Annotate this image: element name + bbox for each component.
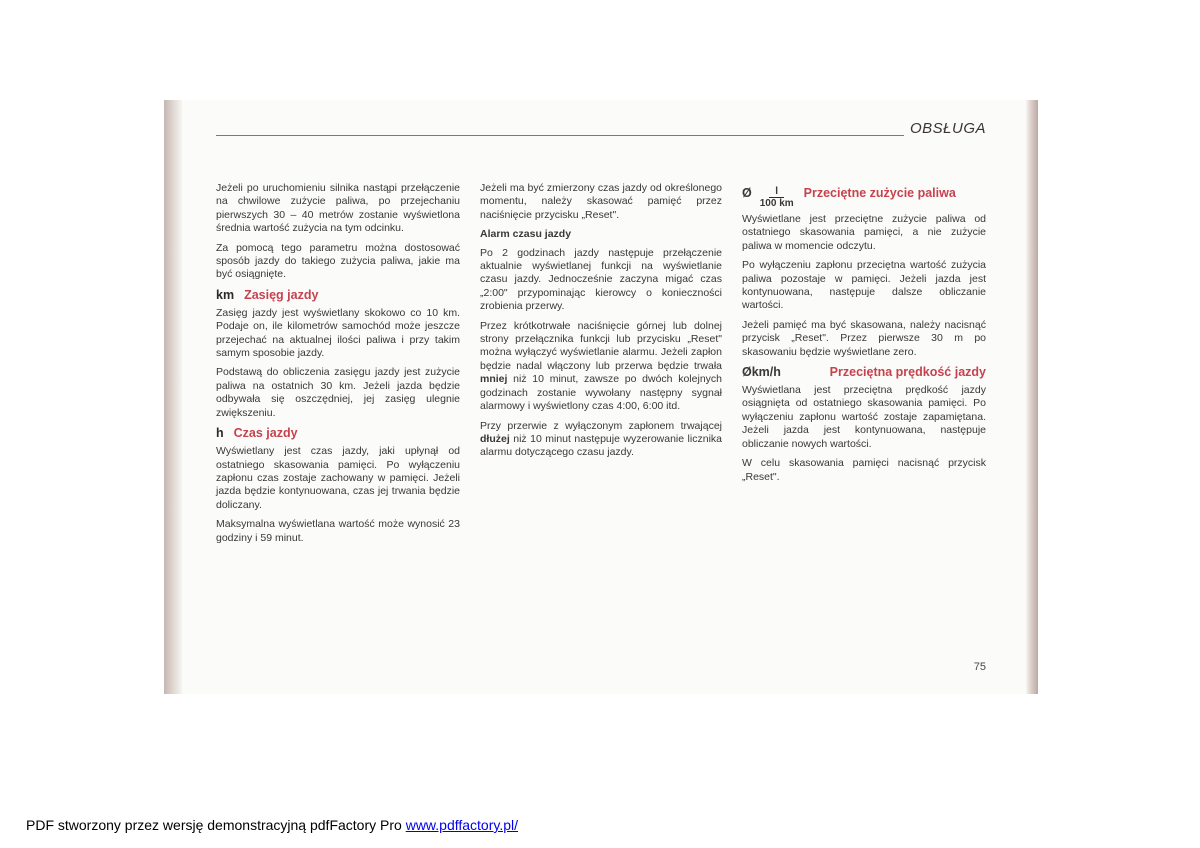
page-edge-left	[164, 100, 182, 694]
section-title: OBSŁUGA	[909, 120, 986, 137]
paragraph: Maksymalna wyświetlana wartość może wynosić 23 godziny i 59 minut.	[216, 518, 460, 544]
text-run: Przez krótkotrwałe naciśnięcie górnej lub dolnej strony przełącznika funkcji lub przycisku „Reset" można wyłączyć wyświetlanie alarmu. Jeżeli zapłon będzie nadal włączony lub przerwa będzie trwała	[480, 319, 722, 372]
footer-link[interactable]: www.pdffactory.pl/	[405, 817, 519, 833]
text-run: Przy przerwie z wyłączonym zapłonem trwającej	[480, 419, 722, 432]
fuel-unit	[760, 186, 794, 209]
paragraph	[480, 320, 722, 414]
page-number: 75	[973, 661, 986, 673]
paragraph: Wyświetlane jest przeciętne zużycie paliwa od ostatniego skasowania pamięci, a nie zużycie paliwa w momencie odczytu.	[742, 213, 986, 252]
paragraph	[480, 420, 722, 460]
fuel-unit-numerator: l	[769, 186, 784, 198]
paragraph: Po 2 godzinach jazdy następuje przełączenie aktualnie wyświetlanej funkcji na wyświetlanie czasu jazdy. Jednocześnie zaczyna migać czas „2:00" przypominając kierowcy o konieczności zrobienia przerwy.	[480, 246, 722, 313]
speed-title: Przeciętna prędkość jazdy	[829, 365, 986, 380]
paragraph: Zasięg jazdy jest wyświetlany skokowo co 10 km. Podaje on, ile kilometrów samochód może jeszcze przejechać na aktualnej ilości paliwa i przy takim samym sposobie jazdy.	[216, 306, 460, 360]
page-edge-right	[1026, 100, 1038, 694]
bold-run: mniej	[480, 373, 508, 386]
column-1	[216, 182, 460, 551]
text-run: niż 10 minut następuje wyzerowanie licznika alarmu dotyczącego czasu jazdy.	[480, 432, 722, 459]
time-title: Czas jazdy	[233, 426, 298, 441]
paragraph: Podstawą do obliczenia zasięgu jazdy jest zużycie paliwa na ostatnich 30 km. Jeżeli jazda będzie odbywała się oszczędniej, jej zasięg ulegnie zwiększeniu.	[216, 366, 460, 419]
paragraph: Wyświetlany jest czas jazdy, jaki upłynął od ostatniego skasowania pamięci. Po wyłączeniu zapłonu czas zostaje zachowany w pamięci. Jeżeli jazda będzie kontynuowana, czas jej trwania będzie doliczany.	[216, 445, 460, 511]
paragraph: Jeżeli pamięć ma być skasowana, należy nacisnąć przycisk „Reset". Przez pierwsze 30 m po skasowaniu będzie wyświetlane zero.	[742, 318, 986, 358]
paragraph: Jeżeli ma być zmierzony czas jazdy od określonego momentu, należy skasować pamięć przez naciśnięcie przycisku „Reset".	[480, 182, 722, 221]
footer-text: PDF stworzony przez wersję demonstracyjną pdfFactory Pro	[26, 817, 406, 833]
column-2	[480, 182, 722, 466]
paragraph: Za pomocą tego parametru można dostosować sposób jazdy do takiego zużycia paliwa, jakie ma być osiągnięte.	[216, 241, 460, 281]
speed-heading	[742, 365, 986, 380]
fuel-heading	[742, 186, 986, 209]
manual-page	[164, 100, 1038, 694]
range-symbol: km	[216, 287, 235, 302]
range-heading	[216, 288, 460, 303]
range-title: Zasięg jazdy	[244, 287, 319, 302]
paragraph: Wyświetlana jest przeciętna prędkość jazdy osiągnięta od ostatniego skasowania pamięci. Po wyłączeniu zapłonu wartość zostaje zapamiętana. Jeżeli jazda jest kontynuowana, następuje obliczanie nowych wartości.	[742, 384, 986, 450]
fuel-title: Przeciętne zużycie paliwa	[803, 186, 956, 200]
fuel-symbol: Ø	[742, 186, 752, 200]
text-run: niż 10 minut, zawsze po dwóch kolejnych godzinach zostanie wywołany następny sygnał alarmowy i wyświetlony czas 4:00, 6:00 itd.	[480, 373, 722, 413]
time-heading	[216, 426, 460, 441]
paragraph: Jeżeli po uruchomieniu silnika nastąpi przełączenie na chwilowe zużycie paliwa, po przejechaniu pierwszych 30 – 40 metrów zostanie wyświetlona średnia wartość zużycia na tym odcinku.	[216, 182, 460, 235]
paragraph: Po wyłączeniu zapłonu przeciętna wartość zużycia paliwa pozostaje w pamięci. Jeżeli jazda jest kontynuowana, następuje dalsze obliczanie wartości.	[742, 259, 986, 312]
bold-run: dłużej	[480, 432, 510, 445]
column-3	[742, 182, 986, 490]
paragraph: W celu skasowania pamięci nacisnąć przycisk „Reset".	[742, 457, 986, 483]
alarm-heading: Alarm czasu jazdy	[480, 228, 572, 241]
pdf-footer	[26, 817, 518, 833]
time-symbol: h	[216, 426, 224, 441]
fuel-unit-denominator: 100 km	[759, 198, 794, 209]
speed-symbol: Økm/h	[742, 365, 781, 380]
header-rule	[216, 135, 904, 136]
